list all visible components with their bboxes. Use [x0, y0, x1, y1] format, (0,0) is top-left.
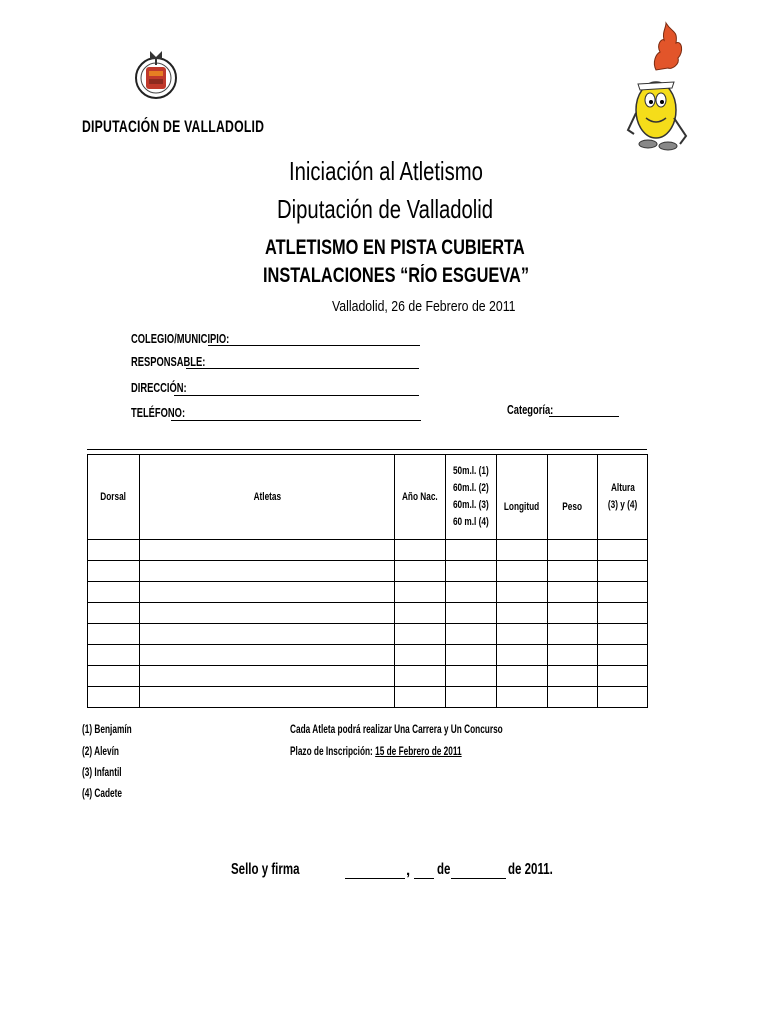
title-line1: Iniciación al Atletismo [289, 156, 483, 186]
table-cell[interactable] [598, 687, 648, 708]
table-row [88, 666, 698, 687]
table-cell[interactable] [140, 582, 395, 603]
table-cell[interactable] [140, 603, 395, 624]
legend-cat3: (3) Infantil [82, 767, 122, 779]
org-name: DIPUTACIÓN DE VALLADOLID [82, 117, 265, 136]
sello-y-firma: Sello y firma [231, 861, 300, 878]
de-2: de 2011. [508, 861, 553, 878]
table-cell[interactable] [548, 687, 598, 708]
header-peso: Peso [548, 455, 598, 540]
place-field[interactable] [345, 878, 405, 879]
table-cell[interactable] [446, 624, 497, 645]
legend-cat4: (4) Cadete [82, 788, 123, 800]
note-deadline-prefix: Plazo de Inscripción: [290, 746, 376, 758]
legend-cat2: (2) Alevín [82, 746, 119, 758]
header-longitud: Longitud [497, 455, 548, 540]
table-cell[interactable] [88, 624, 140, 645]
table-cell[interactable] [140, 561, 395, 582]
table-cell[interactable] [548, 624, 598, 645]
table-row [88, 645, 698, 666]
table-cell[interactable] [598, 603, 648, 624]
table-cell[interactable] [88, 687, 140, 708]
table-cell[interactable] [88, 561, 140, 582]
direccion-label: DIRECCIÓN: [131, 380, 187, 395]
table-header-row [88, 455, 698, 540]
table-cell[interactable] [497, 603, 548, 624]
table-cell[interactable] [497, 582, 548, 603]
table-cell[interactable] [88, 645, 140, 666]
table-cell[interactable] [395, 582, 446, 603]
colegio-label: COLEGIO/MUNICIPIO: [131, 331, 230, 346]
table-cell[interactable] [88, 603, 140, 624]
table-cell[interactable] [497, 561, 548, 582]
header-dorsal: Dorsal [88, 455, 140, 540]
table-cell[interactable] [446, 645, 497, 666]
table-cell[interactable] [446, 603, 497, 624]
event-date: Valladolid, 26 de Febrero de 2011 [332, 298, 516, 315]
note-deadline-date: 15 de Febrero de 2011 [375, 746, 462, 758]
table-cell[interactable] [497, 687, 548, 708]
table-cell[interactable] [548, 603, 598, 624]
table-cell[interactable] [395, 666, 446, 687]
responsable-label: RESPONSABLE: [131, 354, 206, 369]
table-cell[interactable] [598, 666, 648, 687]
table-row [88, 624, 698, 645]
table-cell[interactable] [548, 666, 598, 687]
day-field[interactable] [414, 878, 434, 879]
table-cell[interactable] [548, 645, 598, 666]
title-line3: ATLETISMO EN PISTA CUBIERTA [265, 236, 525, 259]
table-cell[interactable] [140, 687, 395, 708]
table-cell[interactable] [548, 561, 598, 582]
colegio-field[interactable] [208, 345, 420, 346]
table-row [88, 540, 698, 561]
de-1: de [437, 861, 451, 878]
table-cell[interactable] [140, 624, 395, 645]
table-cell[interactable] [598, 645, 648, 666]
table-cell[interactable] [88, 540, 140, 561]
direccion-field[interactable] [174, 395, 419, 396]
table-cell[interactable] [88, 582, 140, 603]
header-races: 50m.l. (1) 60m.l. (2) 60m.l. (3) 60 m.l (4) [446, 455, 497, 540]
categoria-label: Categoría: [507, 402, 554, 417]
table-cell[interactable] [446, 687, 497, 708]
table-row [88, 582, 698, 603]
table-cell[interactable] [446, 582, 497, 603]
table-cell[interactable] [395, 561, 446, 582]
table-cell[interactable] [395, 540, 446, 561]
table-cell[interactable] [140, 540, 395, 561]
note-one-race: Cada Atleta podrá realizar Una Carrera y Un Concurso [290, 724, 503, 736]
telefono-field[interactable] [171, 420, 421, 421]
table-cell[interactable] [497, 666, 548, 687]
table-cell[interactable] [598, 582, 648, 603]
diputacion-emblem-icon [133, 45, 179, 109]
table-cell[interactable] [497, 540, 548, 561]
table-top-border [87, 449, 647, 450]
table-cell[interactable] [140, 645, 395, 666]
table-cell[interactable] [598, 561, 648, 582]
title-line4: INSTALACIONES “RÍO ESGUEVA” [263, 264, 530, 287]
table-row [88, 687, 698, 708]
responsable-field[interactable] [186, 368, 419, 369]
title-line2: Diputación de Valladolid [277, 194, 494, 224]
table-cell[interactable] [446, 540, 497, 561]
table-cell[interactable] [497, 645, 548, 666]
note-deadline [290, 746, 462, 758]
table-cell[interactable] [548, 540, 598, 561]
table-cell[interactable] [88, 666, 140, 687]
categoria-field[interactable] [549, 416, 619, 417]
table-cell[interactable] [446, 666, 497, 687]
table-row [88, 603, 698, 624]
table-cell[interactable] [395, 687, 446, 708]
month-field[interactable] [451, 878, 506, 879]
header-atletas: Atletas [140, 455, 395, 540]
comma: , [406, 862, 411, 879]
table-cell[interactable] [497, 624, 548, 645]
table-cell[interactable] [598, 624, 648, 645]
table-cell[interactable] [446, 561, 497, 582]
table-cell[interactable] [395, 603, 446, 624]
header-ano-nac: Año Nac. [395, 455, 446, 540]
header-altura: Altura (3) y (4) [598, 455, 648, 540]
table-cell[interactable] [395, 645, 446, 666]
table-cell[interactable] [598, 540, 648, 561]
table-cell[interactable] [140, 666, 395, 687]
legend-cat1: (1) Benjamín [82, 724, 132, 736]
table-cell[interactable] [395, 624, 446, 645]
athletes-table [87, 454, 698, 708]
running-mascot-icon [626, 18, 690, 153]
telefono-label: TELÉFONO: [131, 405, 186, 420]
table-cell[interactable] [548, 582, 598, 603]
table-row [88, 561, 698, 582]
